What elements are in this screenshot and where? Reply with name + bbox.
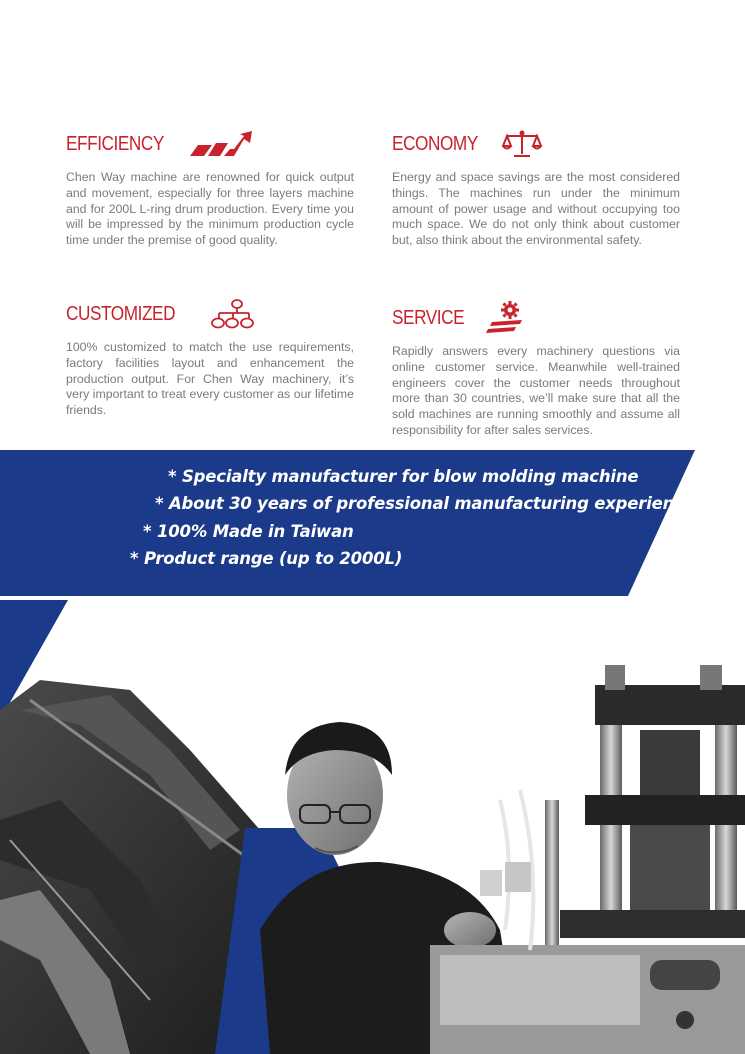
rising-arrow-icon <box>190 131 254 157</box>
engineer-machine-photo <box>0 600 745 1054</box>
feature-efficiency <box>66 128 354 249</box>
slogan-line: * Product range (up to 2000L) <box>130 549 403 568</box>
feature-title: EFFICIENCY <box>66 132 164 155</box>
feature-description: Energy and space savings are the most considered things. The machines run under the minimum amount of power usage and without occupying too much space. We do not only think about customer but, also think about the environmental safety. <box>392 170 680 248</box>
feature-service <box>392 298 680 439</box>
feature-heading <box>392 302 680 334</box>
feature-description: 100% customized to match the use requirements, factory facilities layout and enhancement the production output. For Chen Way machinery, it’s very important to treat every customer as our lifetime friends. <box>66 340 354 418</box>
feature-title: CUSTOMIZED <box>66 302 176 325</box>
feature-title: ECONOMY <box>392 132 478 155</box>
feature-heading <box>66 298 354 330</box>
slogan-line: * About 30 years of professional manufacturing experience <box>155 494 695 513</box>
feature-title: SERVICE <box>392 306 465 329</box>
hierarchy-icon <box>209 299 255 329</box>
gear-service-icon <box>486 301 526 335</box>
feature-economy <box>392 128 680 249</box>
slogan-line: * Specialty manufacturer for blow molding machine <box>168 467 639 486</box>
feature-description: Chen Way machine are renowned for quick output and movement, especially for three layers machine and for 200L L-ring drum production. Every time you will be impressed by the minimum production cycle time under the premise of good quality. <box>66 170 354 248</box>
balance-scale-icon <box>502 130 542 158</box>
slogan-line: * 100% Made in Taiwan <box>143 522 354 541</box>
feature-heading <box>66 128 354 160</box>
feature-description: Rapidly answers every machinery questions via online customer service. Meanwhile well-trained engineers cover the customer needs throughout more than 30 countries, we’ll make sure that all the sold machines are running smoothly and assume all responsibility for after sales services. <box>392 344 680 437</box>
feature-customized <box>66 298 354 419</box>
right-machine <box>430 665 745 1054</box>
feature-heading <box>392 128 680 160</box>
